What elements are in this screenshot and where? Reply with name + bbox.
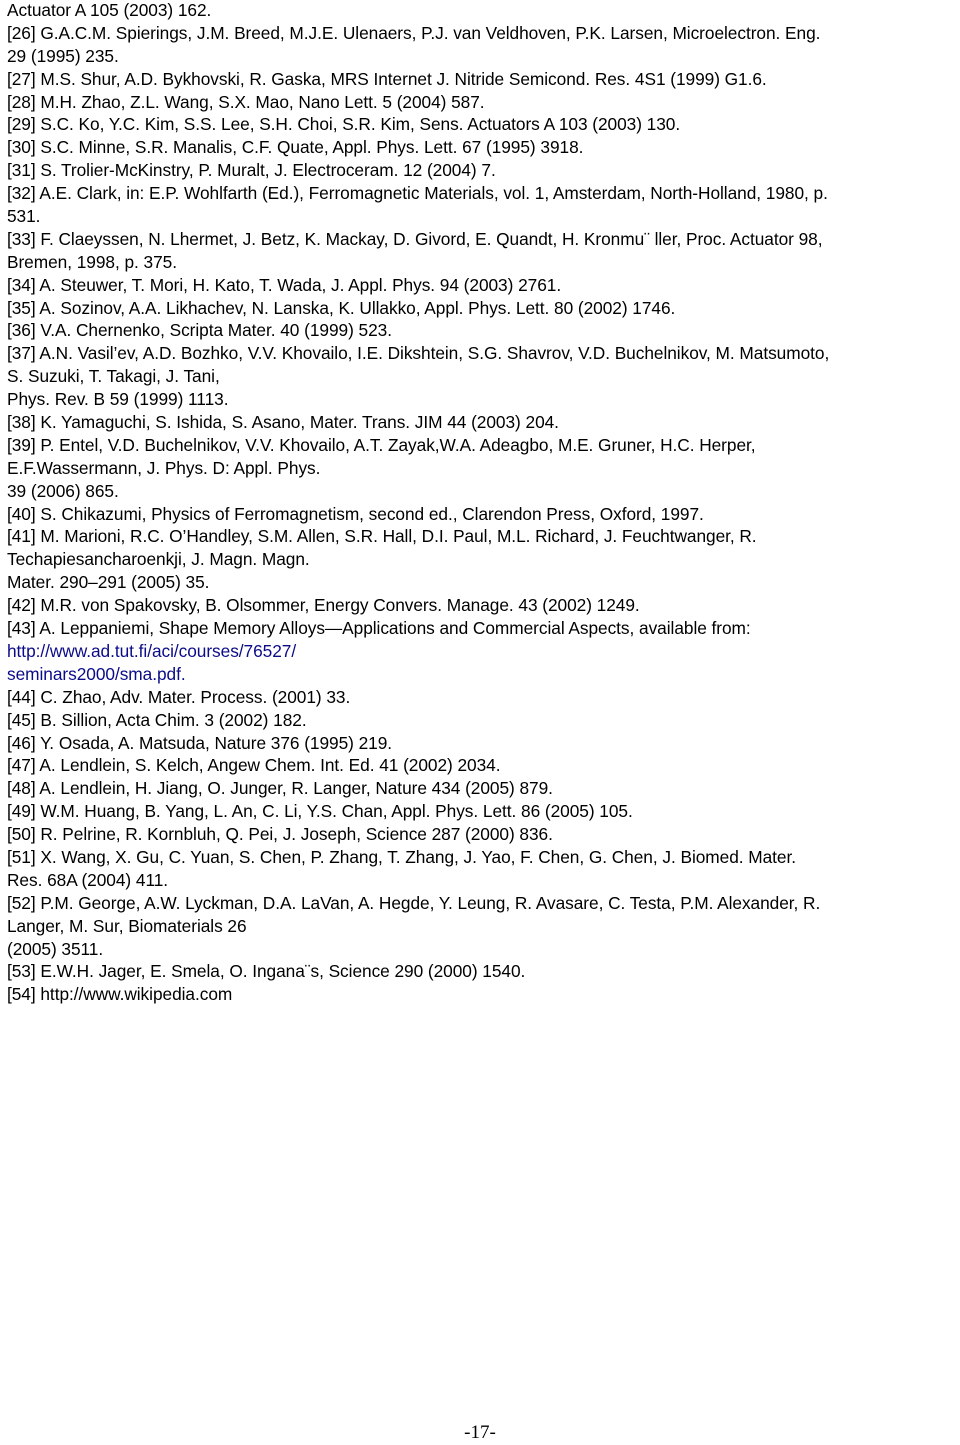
reference-line: [26] G.A.C.M. Spierings, J.M. Breed, M.J.E. Ulenaers, P.J. van Veldhoven, P.K. Larsen, Microelectron. Eng. [7,22,821,43]
reference-line: [29] S.C. Ko, Y.C. Kim, S.S. Lee, S.H. Choi, S.R. Kim, Sens. Actuators A 103 (2003) 130. [7,114,681,135]
reference-line: [50] R. Pelrine, R. Kornbluh, Q. Pei, J. Joseph, Science 287 (2000) 836. [7,824,553,845]
reference-line: Phys. Rev. B 59 (1999) 1113. [7,389,229,410]
reference-line: [33] F. Claeyssen, N. Lhermet, J. Betz, K. Mackay, D. Givord, E. Quandt, H. Kronmu¨ ller, Proc. Actuator 98, [7,228,823,249]
reference-line: [45] B. Sillion, Acta Chim. 3 (2002) 182. [7,709,307,730]
reference-line: [37] A.N. Vasil’ev, A.D. Bozhko, V.V. Khovailo, I.E. Dikshtein, S.G. Shavrov, V.D. Buchelnikov, M. Matsumoto, [7,343,830,364]
reference-line: [51] X. Wang, X. Gu, C. Yuan, S. Chen, P. Zhang, T. Zhang, J. Yao, F. Chen, G. Chen, J. Biomed. Mater. [7,846,796,867]
reference-link[interactable]: seminars2000/sma.pdf. [7,663,186,684]
reference-line: [42] M.R. von Spakovsky, B. Olsommer, Energy Convers. Manage. 43 (2002) 1249. [7,595,640,616]
reference-line: [41] M. Marioni, R.C. O’Handley, S.M. Allen, S.R. Hall, D.I. Paul, M.L. Richard, J. Feuchtwanger, R. [7,526,757,547]
reference-line: [31] S. Trolier-McKinstry, P. Muralt, J. Electroceram. 12 (2004) 7. [7,160,496,181]
reference-line: S. Suzuki, T. Takagi, J. Tani, [7,366,220,387]
reference-line: (2005) 3511. [7,938,104,959]
reference-line: Res. 68A (2004) 411. [7,869,169,890]
reference-line: Mater. 290–291 (2005) 35. [7,572,210,593]
reference-line: Techapiesancharoenkji, J. Magn. Magn. [7,549,310,570]
reference-line: [52] P.M. George, A.W. Lyckman, D.A. LaVan, A. Hegde, Y. Leung, R. Avasare, C. Testa, P.M. Alexander, R. [7,892,821,913]
reference-line: 29 (1995) 235. [7,45,119,66]
reference-line: 39 (2006) 865. [7,480,119,501]
reference-line: [38] K. Yamaguchi, S. Ishida, S. Asano, Mater. Trans. JIM 44 (2003) 204. [7,412,559,433]
reference-line: [27] M.S. Shur, A.D. Bykhovski, R. Gaska, MRS Internet J. Nitride Semicond. Res. 4S1 (1999) G1.6. [7,68,767,89]
reference-line: E.F.Wassermann, J. Phys. D: Appl. Phys. [7,457,321,478]
reference-line: [39] P. Entel, V.D. Buchelnikov, V.V. Khovailo, A.T. Zayak,W.A. Adeagbo, M.E. Gruner, H.C. Herper, [7,434,756,455]
reference-line: [48] A. Lendlein, H. Jiang, O. Junger, R. Langer, Nature 434 (2005) 879. [7,778,553,799]
reference-line: Actuator A 105 (2003) 162. [7,0,212,20]
reference-line: [34] A. Steuwer, T. Mori, H. Kato, T. Wada, J. Appl. Phys. 94 (2003) 2761. [7,274,562,295]
reference-link[interactable]: http://www.ad.tut.fi/aci/courses/76527/ [7,640,297,661]
reference-line: [30] S.C. Minne, S.R. Manalis, C.F. Quate, Appl. Phys. Lett. 67 (1995) 3918. [7,137,584,158]
reference-line: [53] E.W.H. Jager, E. Smela, O. Ingana¨s, Science 290 (2000) 1540. [7,961,526,982]
reference-line: 531. [7,206,41,227]
reference-line: [35] A. Sozinov, A.A. Likhachev, N. Lanska, K. Ullakko, Appl. Phys. Lett. 80 (2002) 1746. [7,297,676,318]
reference-line: [28] M.H. Zhao, Z.L. Wang, S.X. Mao, Nano Lett. 5 (2004) 587. [7,91,485,112]
reference-line: [44] C. Zhao, Adv. Mater. Process. (2001) 33. [7,686,351,707]
reference-line: [43] A. Leppaniemi, Shape Memory Alloys—Applications and Commercial Aspects, available from: [7,618,751,639]
reference-line: [32] A.E. Clark, in: E.P. Wohlfarth (Ed.), Ferromagnetic Materials, vol. 1, Amsterdam, North-Holland, 1980, p. [7,183,828,204]
reference-line: [46] Y. Osada, A. Matsuda, Nature 376 (1995) 219. [7,732,393,753]
reference-line: [49] W.M. Huang, B. Yang, L. An, C. Li, Y.S. Chan, Appl. Phys. Lett. 86 (2005) 105. [7,801,633,822]
reference-line: Bremen, 1998, p. 375. [7,251,177,272]
reference-line: [36] V.A. Chernenko, Scripta Mater. 40 (1999) 523. [7,320,392,341]
reference-line: Langer, M. Sur, Biomaterials 26 [7,915,247,936]
page-number: -17- [464,1422,496,1443]
reference-list [7,0,957,1006]
reference-line: [54] http://www.wikipedia.com [7,984,233,1005]
reference-line: [40] S. Chikazumi, Physics of Ferromagnetism, second ed., Clarendon Press, Oxford, 1997. [7,503,704,524]
reference-line: [47] A. Lendlein, S. Kelch, Angew Chem. Int. Ed. 41 (2002) 2034. [7,755,501,776]
